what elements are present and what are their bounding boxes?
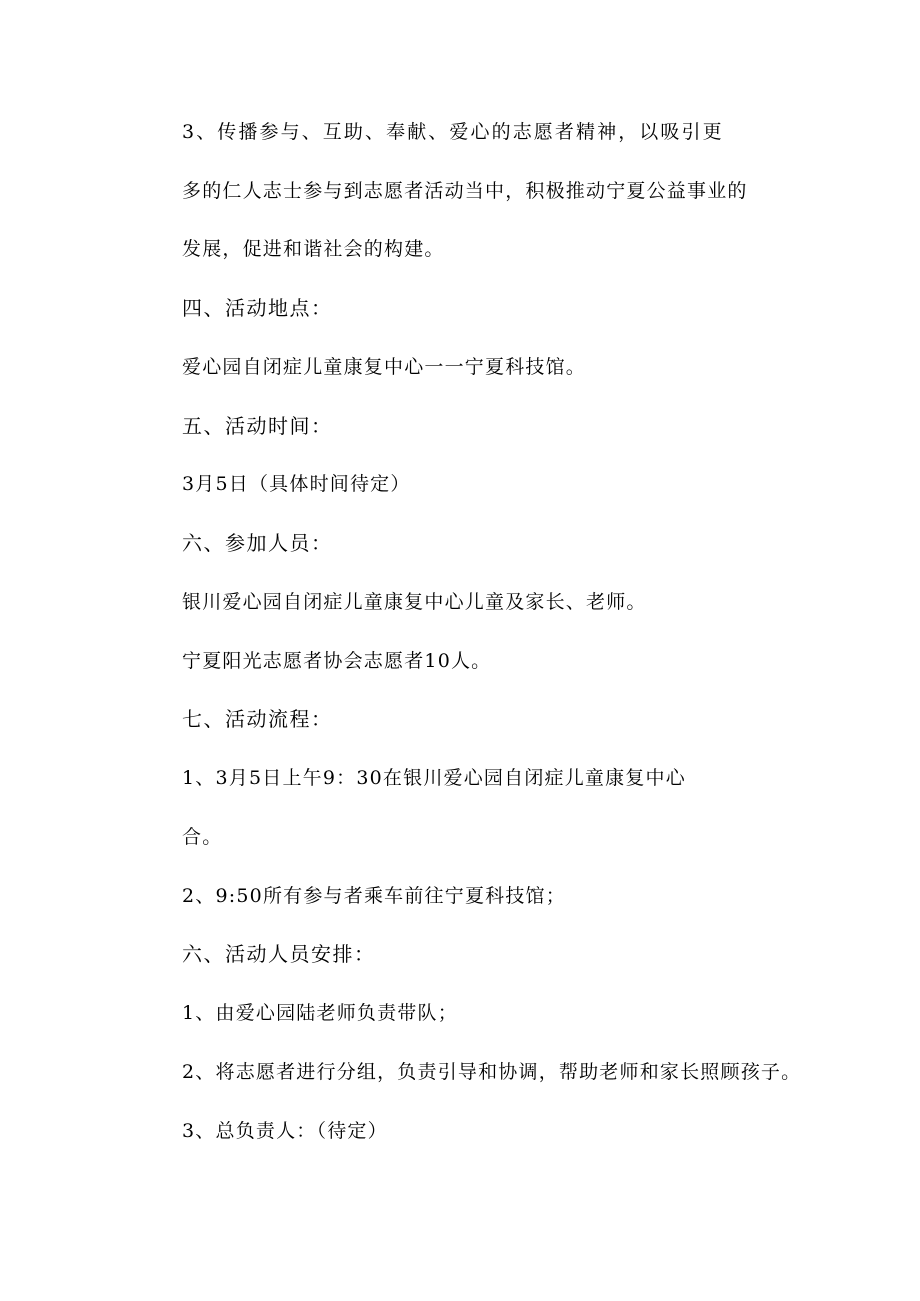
participants-line-2: 宁夏阳光志愿者协会志愿者10人。 <box>182 650 492 672</box>
process-step-1: 1、3月5日上午9：30在银川爱心园自闭症儿童康复中心 <box>182 767 686 789</box>
paragraph-line-goal-3-cont: 多的仁人志士参与到志愿者活动当中，积极推动宁夏公益事业的 <box>182 180 748 202</box>
staffing-item-2: 2、将志愿者进行分组，负责引导和协调，帮助老师和家长照顾孩子。 <box>182 1061 802 1083</box>
section-heading-staffing: 六、活动人员安排： <box>182 942 376 966</box>
staffing-item-1: 1、由爱心园陆老师负责带队； <box>182 1002 458 1024</box>
section-heading-participants: 六、参加人员： <box>182 531 333 555</box>
participants-line-1: 银川爱心园自闭症儿童康复中心儿童及家长、老师。 <box>182 591 647 613</box>
paragraph-line-goal-3-end: 发展，促进和谐社会的构建。 <box>182 238 445 260</box>
process-step-1-cont: 合。 <box>182 826 223 848</box>
section-heading-time: 五、活动时间： <box>182 414 333 438</box>
section-heading-location: 四、活动地点： <box>182 296 333 320</box>
time-text: 3月5日（具体时间待定） <box>182 473 411 495</box>
section-heading-process: 七、活动流程： <box>182 707 333 731</box>
paragraph-line-goal-3: 3、传播参与、互助、奉献、爱心的志愿者精神，以吸引更 <box>182 121 724 143</box>
staffing-item-3: 3、总负责人：（待定） <box>182 1120 388 1142</box>
process-step-2: 2、9:50所有参与者乘车前往宁夏科技馆； <box>182 885 566 907</box>
location-text: 爱心园自闭症儿童康复中心一一宁夏科技馆。 <box>182 356 587 378</box>
